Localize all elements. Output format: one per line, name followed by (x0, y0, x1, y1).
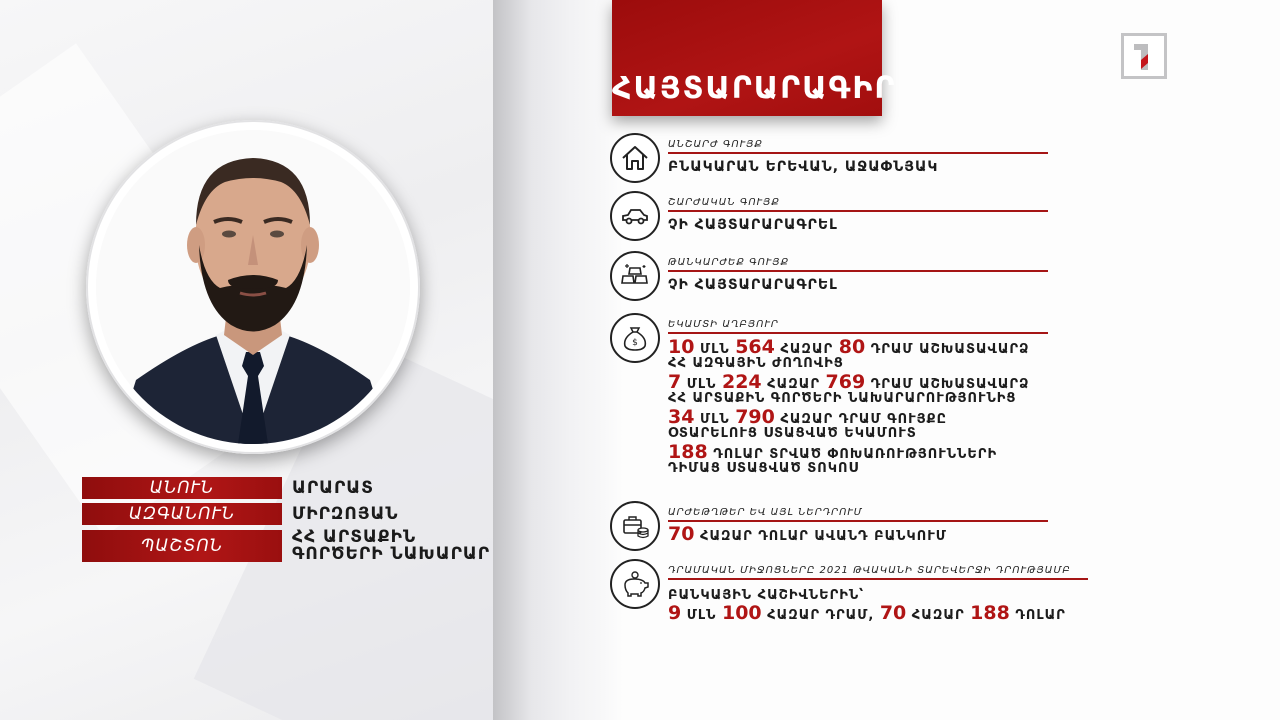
income-item (668, 443, 1090, 476)
section-real-estate (610, 133, 1090, 191)
info-row-first-name (82, 477, 490, 499)
amount-number: 188 (970, 602, 1010, 624)
income-item (668, 373, 1090, 406)
value-position (292, 529, 490, 563)
amount-unit: ՀԱԶԱՐ (761, 377, 826, 392)
amount-number: 70 (879, 602, 907, 624)
info-row-last-name (82, 503, 490, 525)
section-label: ԹԱՆԿԱՐԺԵՔ ԳՈՒՅՔ (668, 257, 1048, 272)
section-income-sources (610, 313, 1090, 501)
section-movable-property (610, 191, 1090, 251)
svg-text:$: $ (632, 338, 638, 348)
amount-unit: ՄԼՆ (681, 377, 722, 392)
amount-unit: ՀԱԶԱՐ ԴՐԱՄ ԳՈՒՅՔԸ (774, 412, 947, 427)
amount-number: 188 (668, 441, 708, 463)
amount-unit: ԴՐԱՄ ԱՇԽԱՏԱՎԱՐՁ (865, 342, 1030, 357)
income-list (668, 338, 1090, 476)
channel-logo (1121, 33, 1167, 79)
section-label: ԴՐԱՄԱԿԱՆ ՄԻՋՈՑՆԵՐԸ 2021 ԹՎԱԿԱՆԻ ՏԱՐԵՎԵՐՋԻ ԴՐՈՒԹՅԱՄԲ (668, 565, 1088, 580)
section-label: ԵԿԱՄՏԻ ԱՂԲՅՈՒՐ (668, 319, 1048, 334)
money-bag-icon (610, 313, 660, 363)
info-row-position (82, 529, 490, 563)
briefcase-coins-icon (610, 501, 660, 551)
section-label: ԱՐԺԵԹՂԹԵՐ ԵՎ ԱՅԼ ՆԵՐԴՐՈՒՄ (668, 507, 1048, 522)
amount-number: 9 (668, 602, 682, 624)
amount-number: 564 (735, 336, 775, 358)
person-info (82, 477, 490, 567)
gold-bars-icon (610, 251, 660, 301)
section-value: ՉԻ ՀԱՅՏԱՐԱՐԱԳՐԵԼ (668, 277, 838, 293)
income-source: ՕՏԱՐԵԼՈՒՑ ՍՏԱՑՎԱԾ ԵԿԱՄՈՒՏ (668, 426, 917, 441)
income-source: ՀՀ ԱԶԳԱՅԻՆ ԺՈՂՈՎԻՑ (668, 356, 844, 371)
income-item (668, 408, 1090, 441)
amount-unit: ԴՐԱՄ ԱՇԽԱՏԱՎԱՐՁ (865, 377, 1030, 392)
amount-number: 34 (668, 406, 695, 428)
person-photo-icon (96, 130, 410, 444)
house-icon (610, 133, 660, 183)
amount-unit: ԴՈԼԱՐ (1009, 608, 1066, 623)
section-value (668, 604, 1090, 623)
section-label: ՇԱՐԺԱԿԱՆ ԳՈՒՅՔ (668, 197, 1048, 212)
declaration-sections (610, 133, 1090, 631)
title-banner (612, 0, 897, 116)
income-source: ՀՀ ԱՐՏԱՔԻՆ ԳՈՐԾԵՐԻ ՆԱԽԱՐԱՐՈՒԹՅՈՒՆԻՑ (668, 391, 1017, 406)
income-item (668, 338, 1090, 371)
piggy-bank-icon (610, 559, 660, 609)
amount-number: 70 (668, 523, 695, 545)
section-value (668, 525, 1090, 544)
amount-number: 769 (825, 371, 866, 393)
amount-number: 10 (668, 336, 695, 358)
section-cash-funds (610, 559, 1090, 631)
page-title: ՀԱՅՏԱՐԱՐԱԳԻՐ (612, 71, 897, 106)
section-value: ՉԻ ՀԱՅՏԱՐԱՐԱԳՐԵԼ (668, 217, 838, 233)
label-first-name: ԱՆՈՒՆ (82, 477, 282, 499)
amount-unit: ՄԼՆ (681, 608, 722, 623)
amount-unit: ԴՈԼԱՐ ՏՐՎԱԾ ՓՈԽԱՌՈՒԹՅՈՒՆՆԵՐԻ (707, 447, 998, 462)
income-source: ԴԻՄԱՑ ՍՏԱՑՎԱԾ ՏՈԿՈՍ (668, 461, 860, 476)
position-line-2: ԳՈՐԾԵՐԻ ՆԱԽԱՐԱՐ (292, 544, 491, 564)
amount-unit: ՀԱԶԱՐ (774, 342, 839, 357)
amount-unit: ՄԼՆ (694, 342, 736, 357)
label-last-name: ԱԶԳԱՆՈՒՆ (82, 503, 282, 525)
value-last-name: ՄԻՐԶՈՅԱՆ (292, 503, 399, 524)
amount-number: 80 (838, 336, 866, 358)
section-label: ԱՆՇԱՐԺ ԳՈՒՅՔ (668, 139, 1048, 154)
amount-unit: ՀԱԶԱՐ ԴՈԼԱՐ ԱՎԱՆԴ ԲԱՆԿՈՒՄ (694, 529, 947, 544)
amount-unit: ՄԼՆ (694, 412, 736, 427)
amount-unit: ՀԱԶԱՐ (906, 608, 971, 623)
amount-number: 100 (721, 602, 762, 624)
channel-1-logo-icon (1124, 36, 1164, 76)
amount-number: 224 (721, 371, 762, 393)
amount-number: 7 (668, 371, 682, 393)
section-securities (610, 501, 1090, 559)
portrait-photo (96, 130, 410, 444)
section-valuables (610, 251, 1090, 313)
label-position: ՊԱՇՏՈՆ (82, 530, 282, 562)
position-line-1: ՀՀ ԱՐՏԱՔԻՆ (292, 527, 417, 547)
section-subtitle: ԲԱՆԿԱՅԻՆ ՀԱՇԻՎՆԵՐԻՆ՝ (668, 588, 865, 603)
amount-number: 790 (735, 406, 775, 428)
section-value: ԲՆԱԿԱՐԱՆ ԵՐԵՎԱՆ, ԱՋԱՓՆՅԱԿ (668, 159, 939, 175)
amount-unit: ՀԱԶԱՐ ԴՐԱՄ, (761, 608, 880, 623)
page-fold-shadow (493, 0, 623, 720)
value-first-name: ԱՐԱՐԱՏ (292, 477, 374, 498)
car-icon (610, 191, 660, 241)
